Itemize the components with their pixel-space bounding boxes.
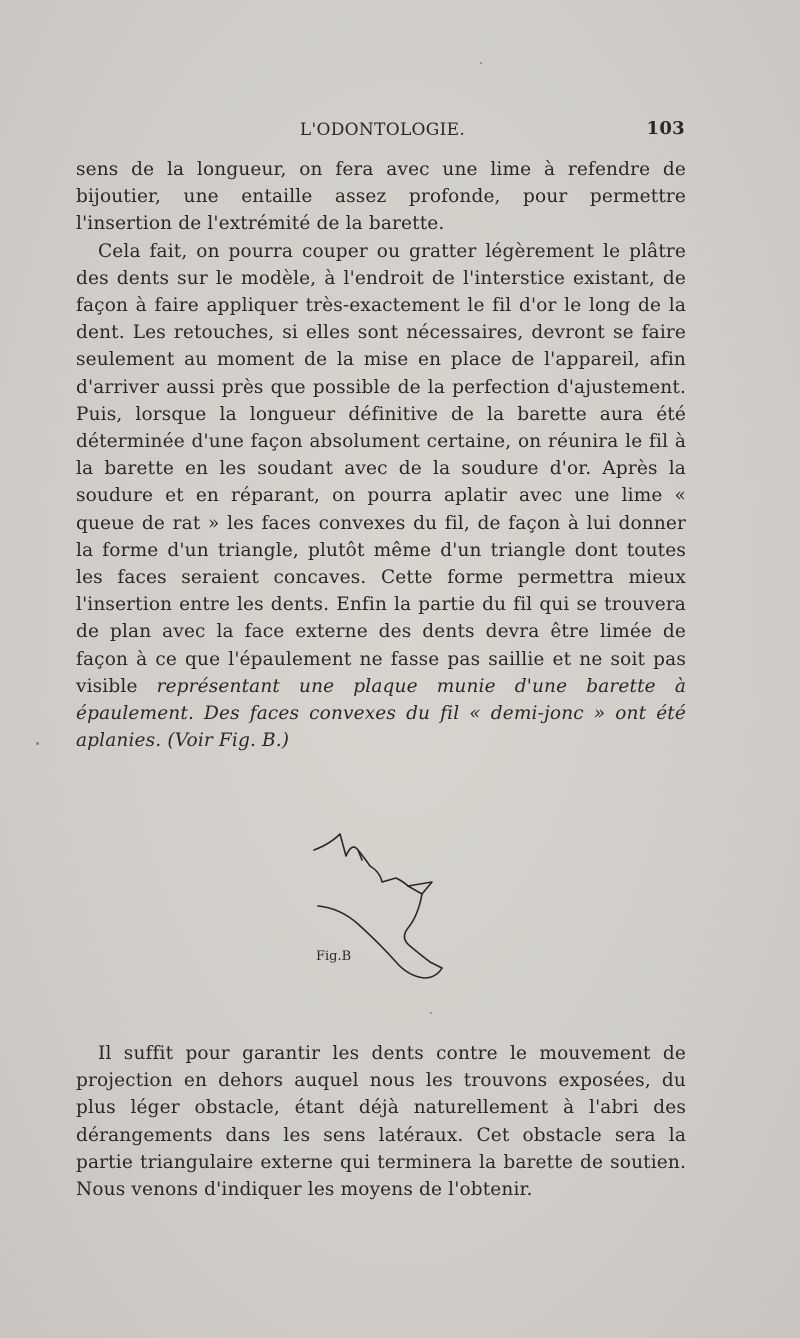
- page-number: 103: [646, 118, 685, 139]
- paragraph-2-text: Cela fait, on pourra couper ou gratter légèrement le plâtre des dents sur le modèle, à l'endroit de l'interstice existant, de façon à faire appliquer très-exactement le fil d'or le long de la dent. Les retouches, si elles sont nécessaires, devront se faire seulement au moment de la mise en place de l'appareil, afin d'arriver aussi près que possible de la perfection d'ajustement. Puis, lorsque la longueur définitive de la barette aura été déterminée d'une façon absolument certaine, on réunira le fil à la barette en les soudant avec de la soudure d'or. Après la soudure et en réparant, on pourra aplatir avec une lime « queue de rat » les faces convexes du fil, de façon à lui donner la forme d'un triangle, plutôt même d'un triangle dont toutes les faces seraient concaves. Cette forme permettra mieux l'insertion entre les dents. Enfin la partie du fil qui se trouvera de plan avec la face externe des dents devra être limée de façon à ce que l'épaulement ne fasse pas saillie et ne soit pas visible: [76, 240, 686, 697]
- figure-caption: représentant une plaque munie d'une barette à épaulement. Des faces convexes du fil « demi-jonc » ont été aplanies. (Voir Fig. B.): [76, 675, 687, 752]
- paragraph-3: Il suffit pour garantir les dents contre le mouvement de projection en dehors auquel nous les trouvons exposées, du plus léger obstacle, étant déjà naturellement à l'abri des dérangements dans les sens latéraux. Cet obstacle sera la partie triangulaire externe qui terminera la barette de soutien. Nous venons d'indiquer les moyens de l'obtenir.: [76, 1043, 686, 1201]
- ink-speck: [36, 742, 39, 745]
- figure-b: [300, 820, 470, 1000]
- tooth-bar-drawing-icon: [300, 820, 470, 1000]
- paragraph-1: sens de la longueur, on fera avec une lime à refendre de bijoutier, une entaille assez profonde, pour permettre l'insertion de l'extrémité de la barette.: [76, 159, 686, 235]
- paragraph-2: [76, 238, 686, 755]
- main-text: [76, 156, 686, 754]
- page-header: [80, 118, 685, 146]
- running-title: L'ODONTOLOGIE.: [299, 120, 466, 140]
- figure-label: Fig.B: [316, 949, 352, 964]
- closing-text: [76, 1040, 686, 1203]
- ink-speck: [480, 62, 482, 64]
- ink-speck: [430, 1012, 432, 1014]
